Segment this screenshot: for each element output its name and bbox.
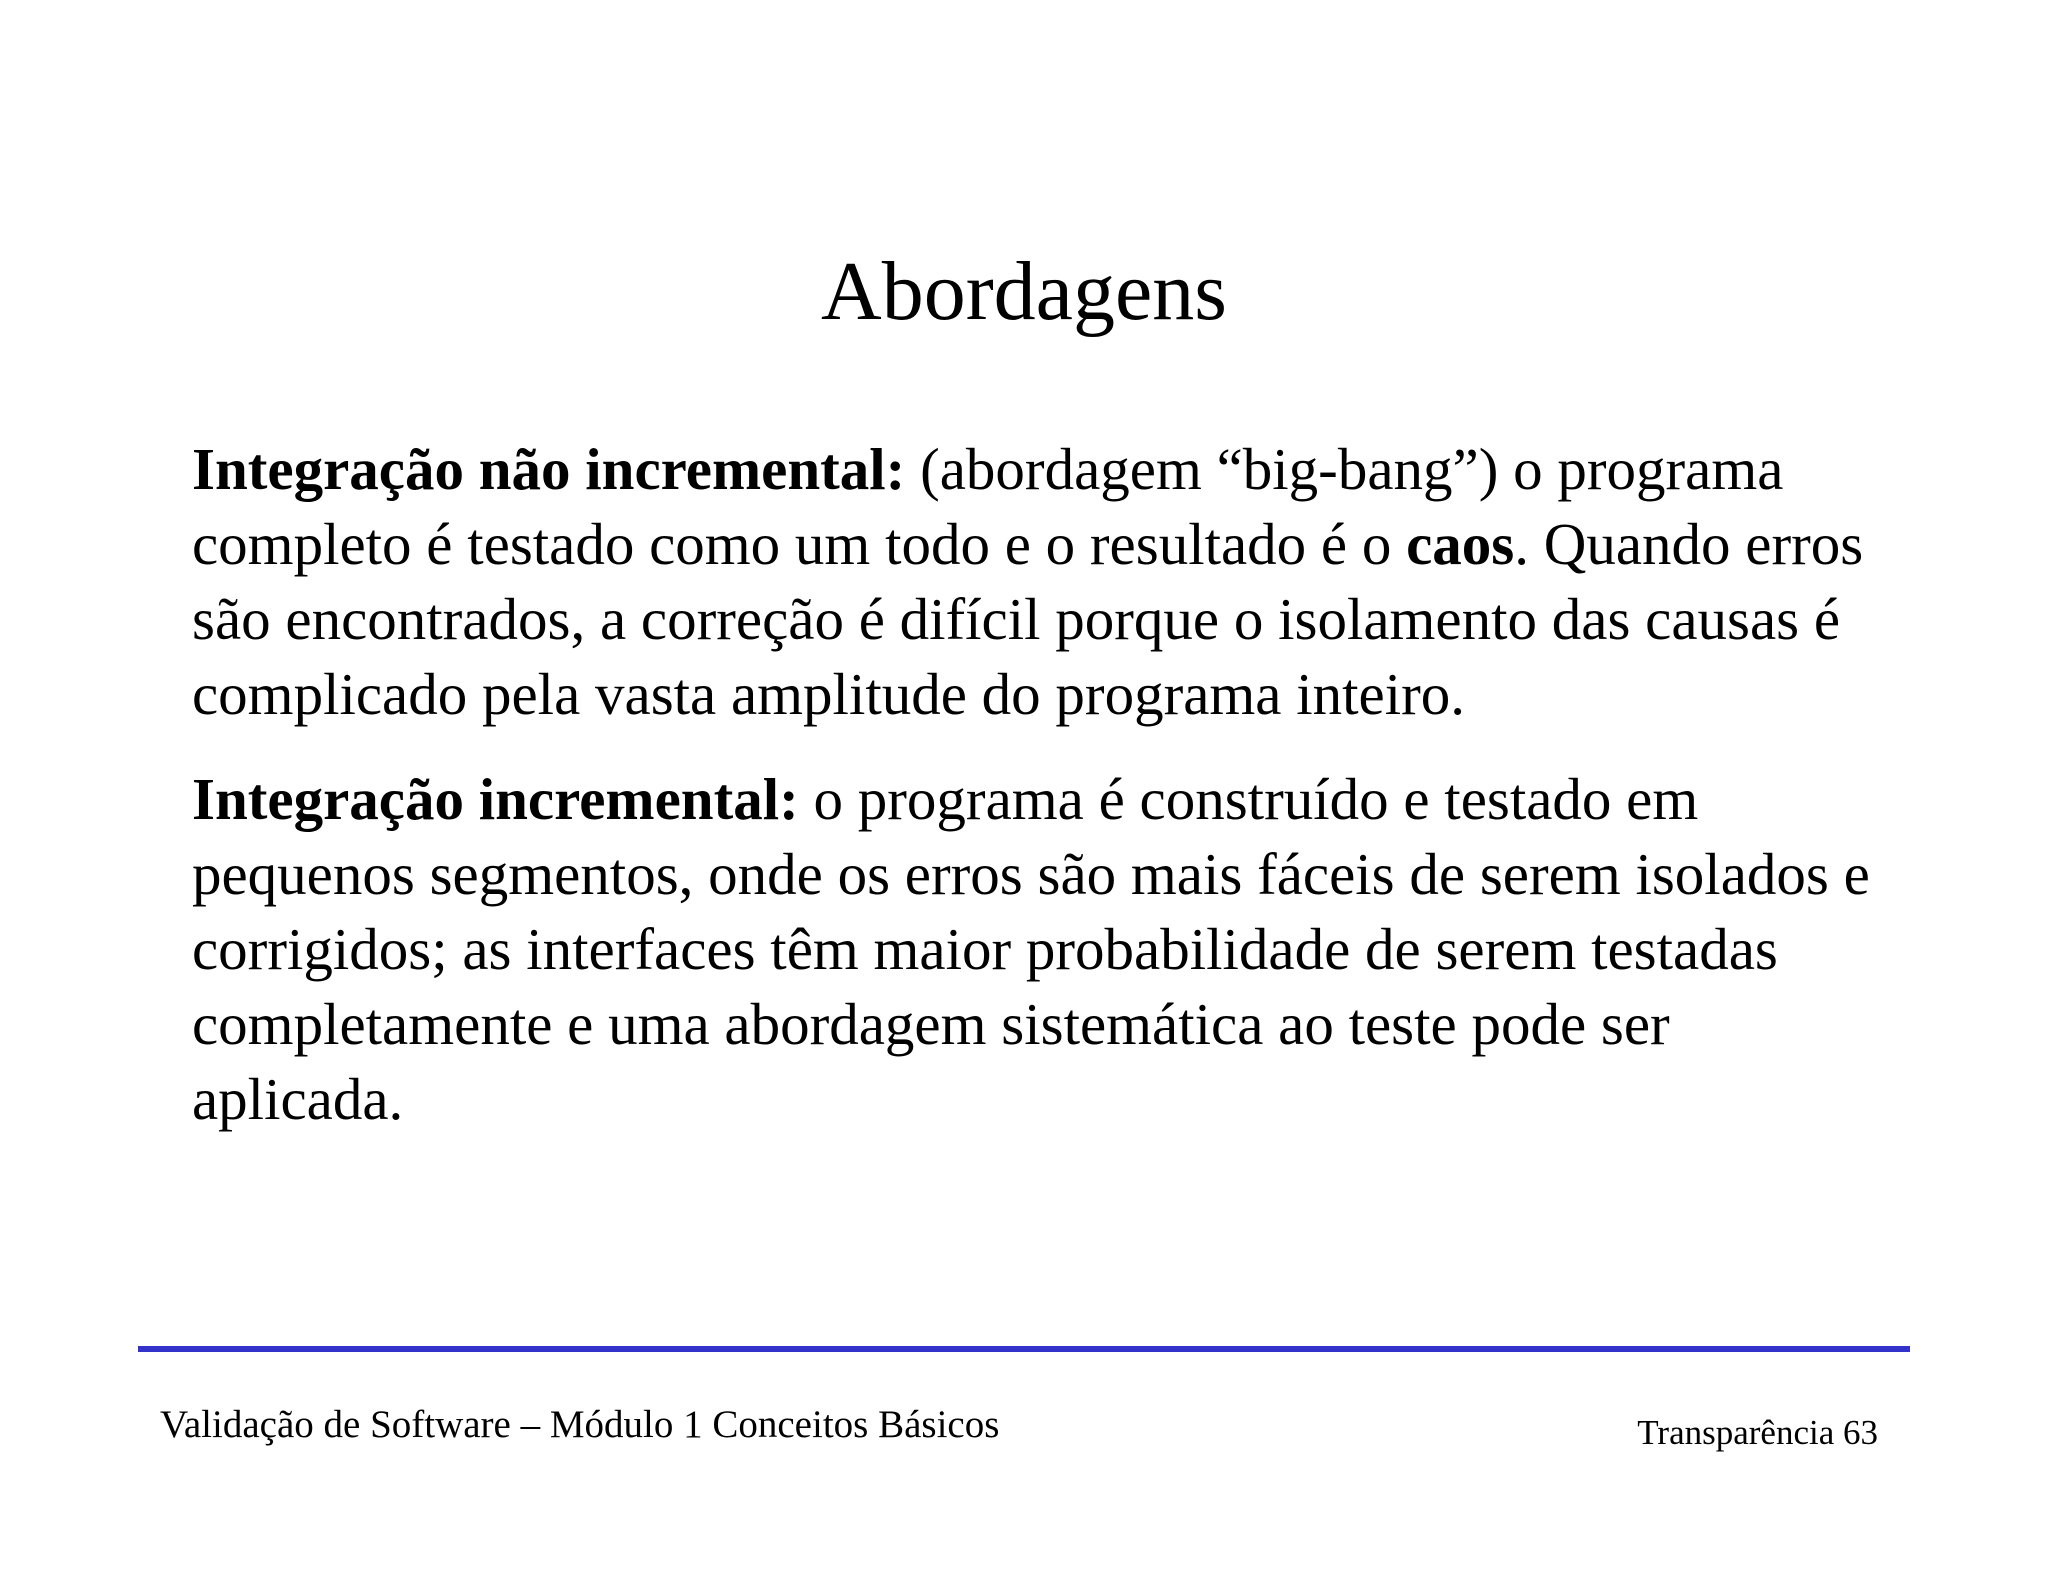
footer-divider	[138, 1346, 1910, 1352]
slide-body	[192, 432, 1892, 1137]
term-non-incremental: Integração não incremental:	[192, 436, 906, 502]
slide-title: Abordagens	[821, 245, 1227, 338]
paragraph-incremental	[192, 762, 1892, 1137]
footer-course-title: Validação de Software – Módulo 1 Conceitos Básicos	[160, 1403, 1000, 1446]
incremental-text: o programa é construído e testado em pequenos segmentos, onde os erros são mais fáceis de serem isolados e corrigidos; as interfaces têm maior probabilidade de serem testadas completamente e uma abordagem sistemática ao teste pode ser aplicada.	[192, 766, 1870, 1132]
non-incremental-text-1: (abordagem “big-bang”) o programa completo é testado como um todo e o resultado é o	[192, 436, 1784, 577]
footer-slide-number: Transparência 63	[1637, 1413, 1878, 1452]
term-incremental: Integração incremental:	[192, 766, 799, 832]
non-incremental-text-2: . Quando erros são encontrados, a correção é difícil porque o isolamento das causas é complicado pela vasta amplitude do programa inteiro.	[192, 511, 1864, 727]
emphasis-caos: caos	[1406, 511, 1515, 577]
paragraph-non-incremental	[192, 432, 1892, 732]
